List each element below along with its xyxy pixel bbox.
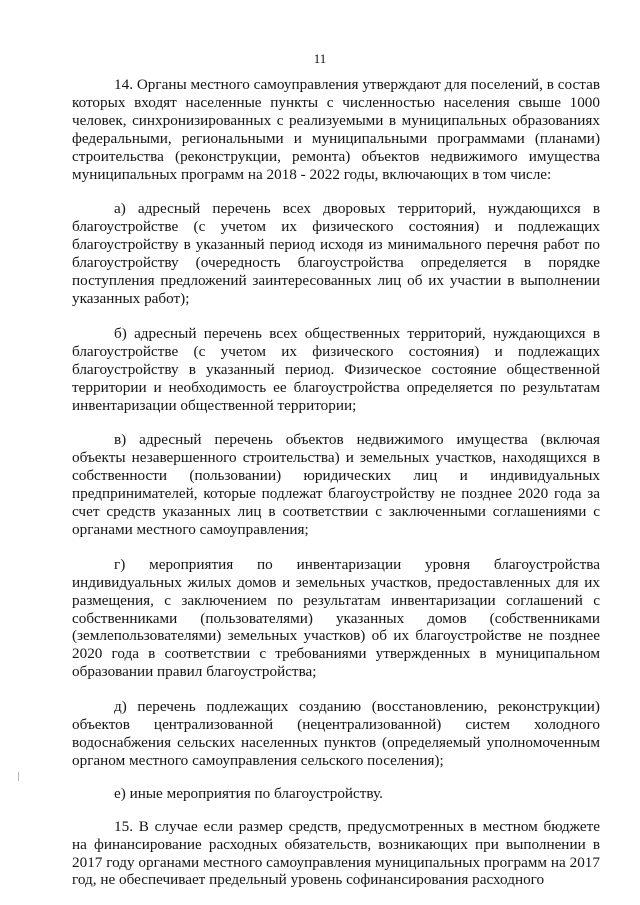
paragraph-14: 14. Органы местного самоуправления утверждают для поселений, в состав которых входят населенные пункты с численностью населения свыше 1000 человек, синхронизированных с реализуемыми в муниципальных образованиях федеральными, региональными и муниципальными программами (планами) строительства (реконструкции, ремонта) объектов недвижимого имущества муниципальных программ на 2018 - 2022 годы, включающих в том числе: — [72, 76, 600, 183]
subparagraph-g: г) мероприятия по инвентаризации уровня благоустройства индивидуальных жилых домов и земельных участков, предоставленных для их размещения, с заключением по результатам инвентаризации соглашений с собственниками (пользователями) указанных домов (собственниками (землепользователями) земельных участков) об их благоустройстве не позднее 2020 года в соответствии с требованиями утвержденных в муниципальном образовании правил благоустройства; — [72, 555, 600, 681]
document-body — [72, 76, 600, 889]
paragraph-15: 15. В случае если размер средств, предусмотренных в местном бюджете на финансирование расходных обязательств, возникающих при выполнении в 2017 году органами местного самоуправления муниципальных программ на 2017 год, не обеспечивает предельный уровень софинансирования расходного — [72, 817, 600, 889]
subparagraph-a: а) адресный перечень всех дворовых территорий, нуждающихся в благоустройстве (с учетом их физического состояния) и подлежащих благоустройству в указанный период исходя из минимального перечня работ по благоустройству (очередность благоустройства определяется в порядке поступления предложений заинтересованных лиц об их участии в выполнении указанных работ); — [72, 200, 600, 307]
page-number: 11 — [313, 51, 327, 66]
scan-artifact — [18, 772, 19, 781]
subparagraph-b: б) адресный перечень всех общественных территорий, нуждающихся в благоустройстве (с учетом их физического состояния) и подлежащих благоустройству в указанный период. Физическое состояние общественной территории и необходимость ее благоустройства определяется по результатам инвентаризации общественной территории; — [72, 324, 600, 414]
subparagraph-e: е) иные мероприятия по благоустройству. — [114, 784, 383, 802]
subparagraph-d: д) перечень подлежащих созданию (восстановлению, реконструкции) объектов централизованной (нецентрализованной) систем холодного водоснабжения сельских населенных пунктов (определяемый уполномоченным органом местного самоуправления сельского поселения); — [72, 698, 600, 769]
subparagraph-v: в) адресный перечень объектов недвижимого имущества (включая объекты незавершенного строительства) и земельных участков, находящихся в собственности (пользовании) юридических лиц и индивидуальных предпринимателей, которые подлежат благоустройству не позднее 2020 года за счет средств указанных лиц в соответствии с заключенными соглашениями с органами местного самоуправления; — [72, 431, 600, 538]
